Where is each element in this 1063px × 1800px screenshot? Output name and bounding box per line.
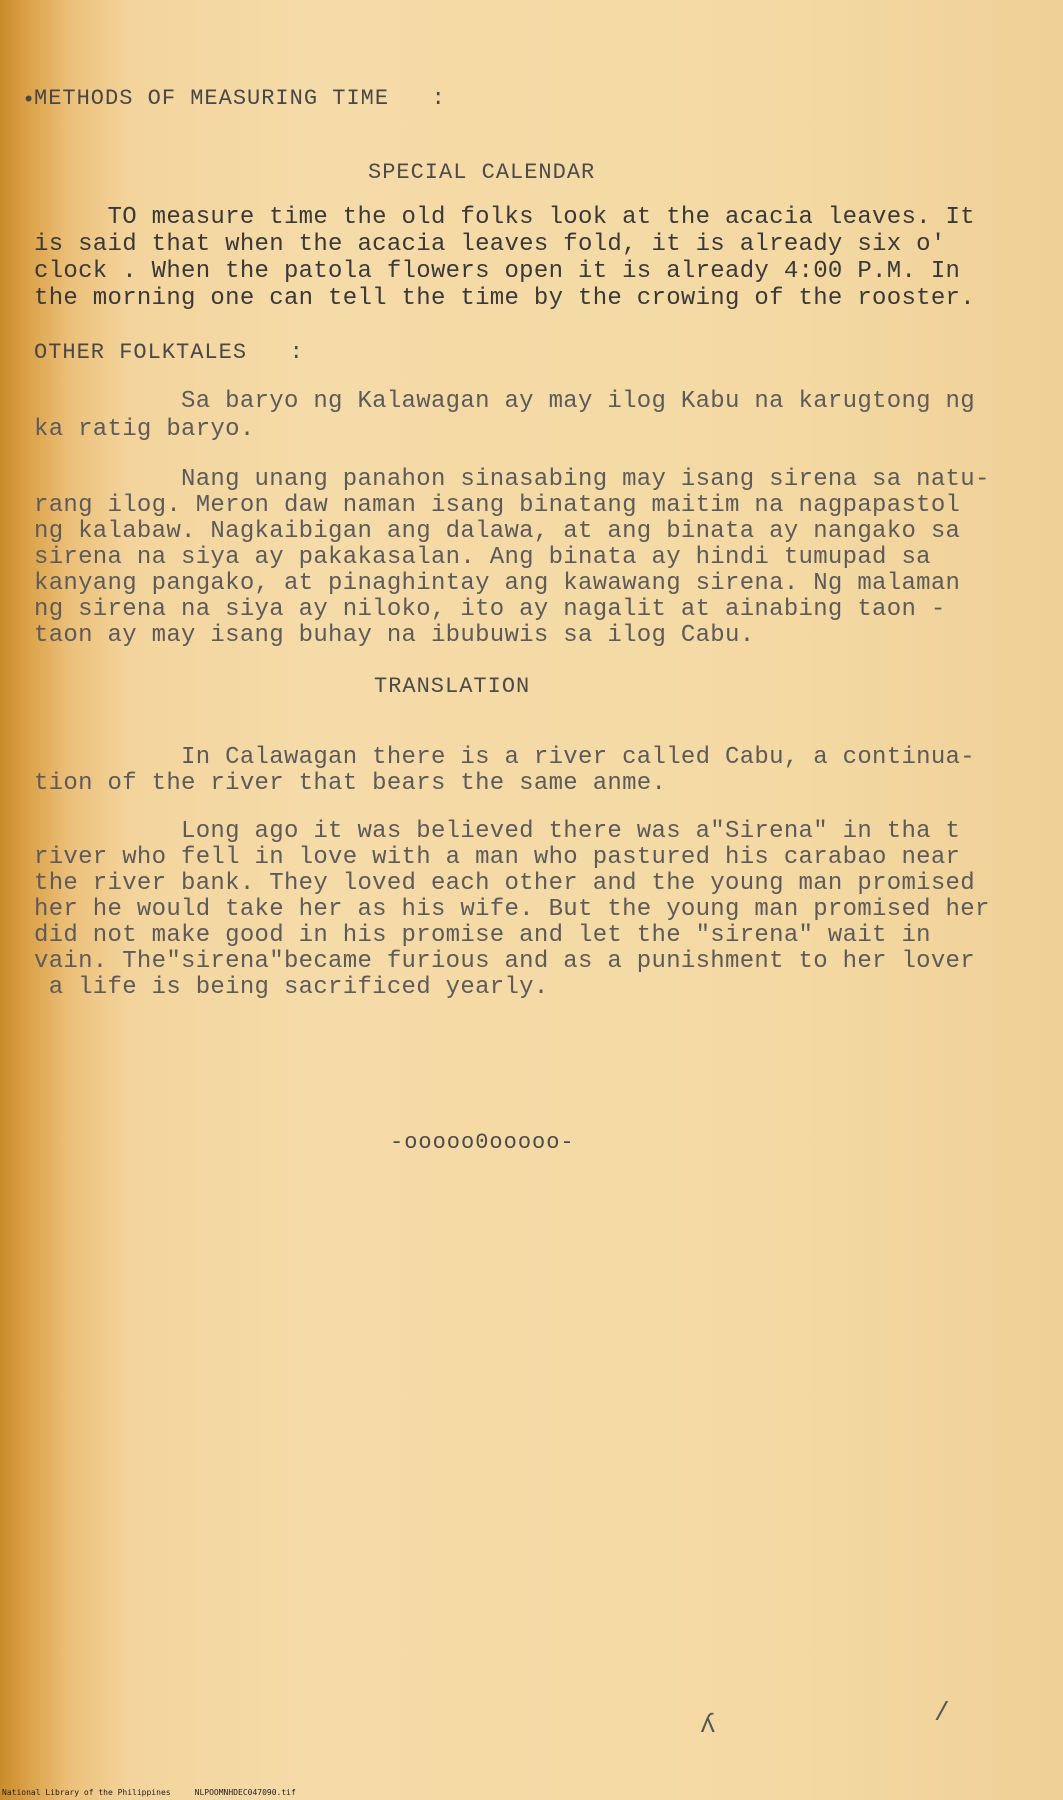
pen-mark: / xyxy=(934,1698,950,1728)
text-line: the morning one can tell the time by the crowing of the rooster. xyxy=(34,285,975,312)
section-heading-methods: METHODS OF MEASURING TIME : xyxy=(34,86,446,111)
text-line: tion of the river that bears the same anme. xyxy=(34,770,667,797)
translation-heading: TRANSLATION xyxy=(374,674,531,699)
text-line: the river bank. They loved each other and the young man promised xyxy=(34,870,975,897)
text-line: sirena na siya ay pakakasalan. Ang binata ay hindi tumupad sa xyxy=(34,544,931,571)
text-line: ka ratig baryo. xyxy=(34,416,255,443)
text-line: rang ilog. Meron daw naman isang binatang maitim na nagpapastol xyxy=(34,492,961,519)
text-line: her he would take her as his wife. But the young man promised her xyxy=(34,896,990,923)
text-line: clock . When the patola flowers open it is already 4:00 P.M. In xyxy=(34,258,961,285)
text-line: In Calawagan there is a river called Cabu, a continua- xyxy=(34,744,975,771)
end-mark: -ooooo0ooooo- xyxy=(390,1130,575,1155)
section-heading-folktales: OTHER FOLKTALES : xyxy=(34,340,304,365)
text-line: Nang unang panahon sinasabing may isang sirena sa natu- xyxy=(34,466,990,493)
text-line: a life is being sacrificed yearly. xyxy=(34,974,549,1001)
text-line: Long ago it was believed there was a"Sirena" in tha t xyxy=(34,818,961,845)
text-line: TO measure time the old folks look at the acacia leaves. It xyxy=(34,204,975,231)
text-line: did not make good in his promise and let the "sirena" wait in xyxy=(34,922,931,949)
text-line: ng kalabaw. Nagkaibigan ang dalawa, at ang binata ay nangako sa xyxy=(34,518,961,545)
scan-footer: National Library of the Philippines NLPOOMNHDEC047090.tif xyxy=(2,1788,296,1797)
text-line: river who fell in love with a man who pastured his carabao near xyxy=(34,844,961,871)
text-line: ng sirena na siya ay niloko, ito ay nagalit at ainabing taon - xyxy=(34,596,946,623)
text-line: taon ay may isang buhay na ibubuwis sa ilog Cabu. xyxy=(34,622,755,649)
bullet-mark: • xyxy=(22,88,37,113)
text-line: is said that when the acacia leaves fold, it is already six o' xyxy=(34,231,946,258)
text-line: Sa baryo ng Kalawagan ay may ilog Kabu na karugtong ng xyxy=(34,388,975,415)
text-line: kanyang pangako, at pinaghintay ang kawawang sirena. Ng malaman xyxy=(34,570,961,597)
section-subheading-calendar: SPECIAL CALENDAR xyxy=(368,160,596,185)
pen-mark: ʎ xyxy=(700,1710,716,1740)
text-line: vain. The"sirena"became furious and as a punishment to her lover xyxy=(34,948,975,975)
